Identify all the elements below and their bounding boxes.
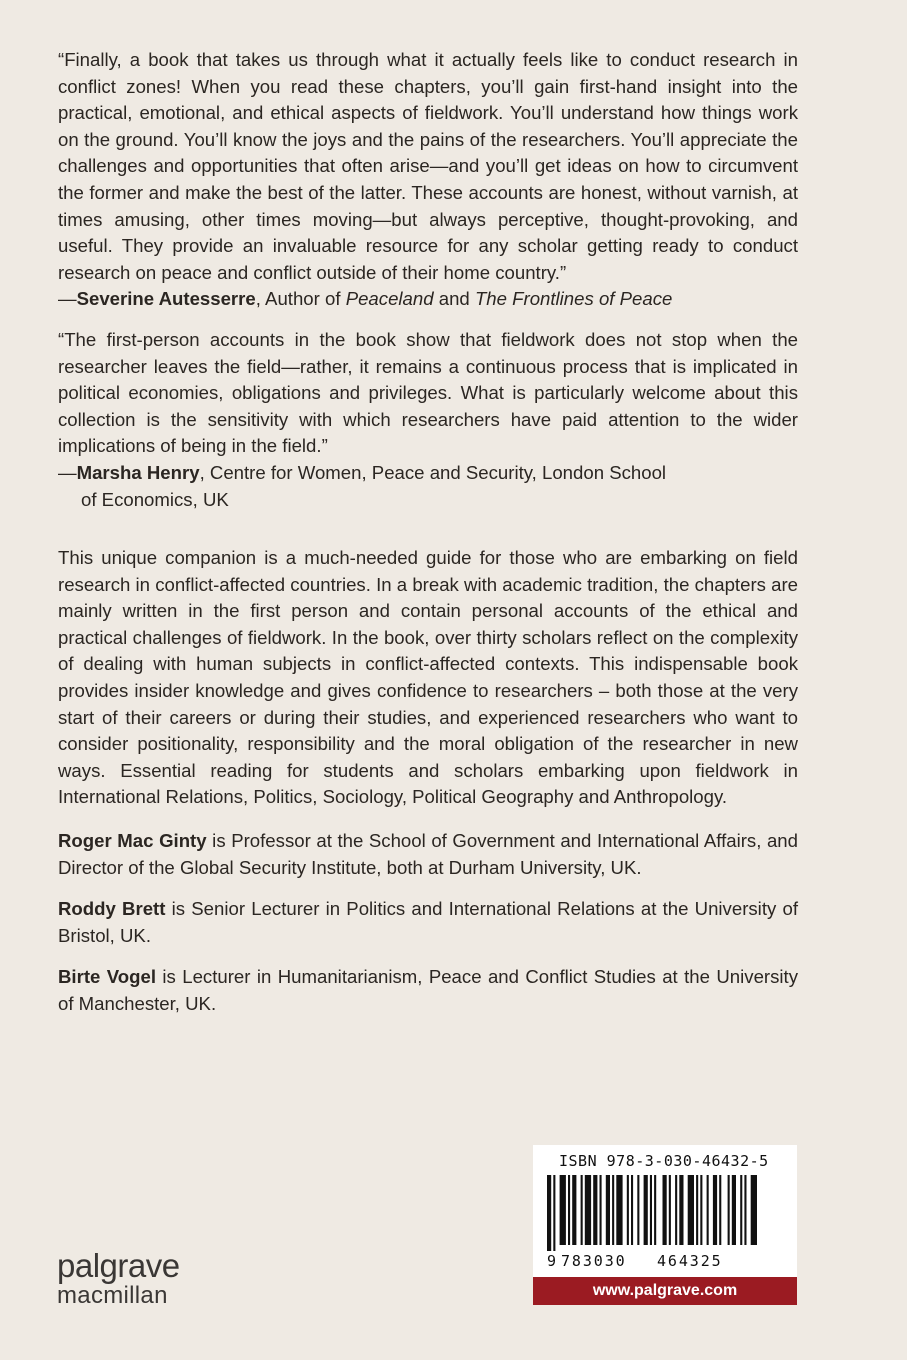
barcode-bar: [560, 1175, 566, 1245]
barcode-bar: [732, 1175, 736, 1245]
barcode-bar: [616, 1175, 622, 1245]
editor-bio-3: [58, 964, 798, 1017]
barcode-bar: [572, 1175, 576, 1245]
endorsement-2-affiliation-line-1: , Centre for Women, Peace and Security, London School: [199, 461, 667, 483]
editor-name-1: Roger Mac Ginty: [58, 830, 207, 852]
barcode-bar: [600, 1175, 602, 1245]
barcode-bar: [669, 1175, 671, 1245]
barcode-bar: [568, 1175, 570, 1245]
palgrave-macmillan-logo: [57, 1247, 180, 1310]
barcode-bar: [644, 1175, 648, 1245]
book-description: This unique companion is a much-needed guide for those who are embarking on field research in conflict-affected countries. In a break with academic tradition, the chapters are mainly written in the first person and contain personal accounts of the ethical and practical challenges of fieldwork. In the book, over thirty scholars reflect on the complexity of dealing with human subjects in conflict-affected contexts. This indispensable book provides insider knowledge and gives confidence to researchers – both those at the very start of their careers or during their studies, and experienced researchers who want to consider positionality, responsibility and the moral obligation of the researcher in new ways. Essential reading for students and scholars embarking upon fieldwork in International Relations, Politics, Sociology, Political Geography and Anthropology.: [58, 547, 798, 808]
endorsement-2-affiliation-line-2: of Economics, UK: [81, 488, 229, 510]
barcode-bar: [675, 1175, 677, 1245]
endorsement-2: [58, 327, 798, 513]
barcode-bar: [751, 1175, 757, 1245]
barcode-bars: [547, 1175, 759, 1251]
endorsement-1-connector: and: [433, 288, 475, 310]
barcode-bar: [553, 1175, 555, 1251]
endorsement-2-attribution: [58, 460, 798, 513]
barcode-bar: [627, 1175, 629, 1245]
barcode-bar: [707, 1175, 709, 1245]
barcode-bar: [581, 1175, 583, 1245]
logo-line-palgrave: palgrave: [57, 1247, 180, 1284]
barcode-bar: [637, 1175, 639, 1245]
endorsement-1: [58, 47, 798, 313]
editor-bio-text-3: is Lecturer in Humanitarianism, Peace and Conflict Studies at the University of Manchester, UK.: [58, 966, 798, 1014]
editor-bio-text-1: is Professor at the School of Government and International Affairs, and Director of the Global Security Institute, both at Durham University, UK.: [58, 830, 798, 878]
endorsement-1-affiliation: , Author of: [255, 288, 346, 310]
publisher-url: www.palgrave.com: [533, 1277, 797, 1305]
barcode-bar: [744, 1175, 746, 1245]
editor-name-2: Roddy Brett: [58, 898, 166, 920]
isbn-barcode: [533, 1145, 797, 1291]
barcode-bar: [719, 1175, 721, 1245]
barcode-bar: [654, 1175, 656, 1245]
barcode-bar: [688, 1175, 694, 1245]
endorsement-1-book-1: Peaceland: [345, 288, 434, 310]
barcode-first-digit: 9: [547, 1252, 557, 1270]
barcode-bar: [650, 1175, 652, 1245]
barcode-bar: [631, 1175, 633, 1245]
endorsement-1-author: Severine Autesserre: [76, 288, 256, 310]
endorsement-1-dash: —: [58, 288, 77, 310]
endorsement-2-author: Marsha Henry: [76, 461, 200, 483]
editor-bio-1: [58, 828, 798, 881]
barcode-bar: [679, 1175, 683, 1245]
barcode-bar: [728, 1175, 730, 1245]
barcode-bar: [663, 1175, 667, 1245]
barcode-bar: [612, 1175, 614, 1245]
editor-bio-2: [58, 896, 798, 949]
endorsement-1-attribution: [58, 286, 798, 313]
barcode-bar: [547, 1175, 551, 1251]
barcode-bar: [606, 1175, 610, 1245]
barcode-bar: [740, 1175, 742, 1245]
barcode-bar: [713, 1175, 717, 1245]
endorsement-2-quote: “The first-person accounts in the book show that fieldwork does not stop when the researcher leaves the field—rather, it remains a continuous process that is implicated in political economies, obligations and privileges. What is particularly welcome about this collection is the sensitivity with which researchers have paid attention to the wider implications of being in the field.”: [58, 328, 798, 457]
barcode-digit-group-1: 783030: [561, 1252, 627, 1270]
barcode-digit-group-2: 464325: [657, 1252, 723, 1270]
logo-line-macmillan: macmillan: [57, 1282, 168, 1309]
isbn-label: ISBN 978-3-030-46432-5: [559, 1152, 769, 1170]
back-cover-text: [58, 47, 798, 1033]
editor-bio-text-2: is Senior Lecturer in Politics and International Relations at the University of Bristol, UK.: [58, 898, 798, 946]
barcode-bar: [696, 1175, 698, 1245]
endorsement-1-quote: “Finally, a book that takes us through what it actually feels like to conduct research in conflict zones! When you read these chapters, you’ll gain first-hand insight into the practical, emotional, and ethical aspects of fieldwork. You’ll understand how things work on the ground. You’ll know the joys and the pains of the researchers. You’ll appreciate the challenges and opportunities that often arise—and you’ll get ideas on how to circumvent the former and make the best of the latter. These accounts are honest, without varnish, at times amusing, other times moving—but always perceptive, thought-provoking, and useful. They provide an invaluable resource for any scholar getting ready to conduct research on peace and conflict outside of their home country.”: [58, 49, 798, 283]
endorsement-2-dash: —: [58, 461, 77, 483]
editor-name-3: Birte Vogel: [58, 966, 157, 988]
barcode-bar: [585, 1175, 591, 1245]
barcode-bar: [593, 1175, 597, 1245]
barcode-bar: [700, 1175, 702, 1245]
endorsement-1-book-2: The Frontlines of Peace: [474, 288, 673, 310]
